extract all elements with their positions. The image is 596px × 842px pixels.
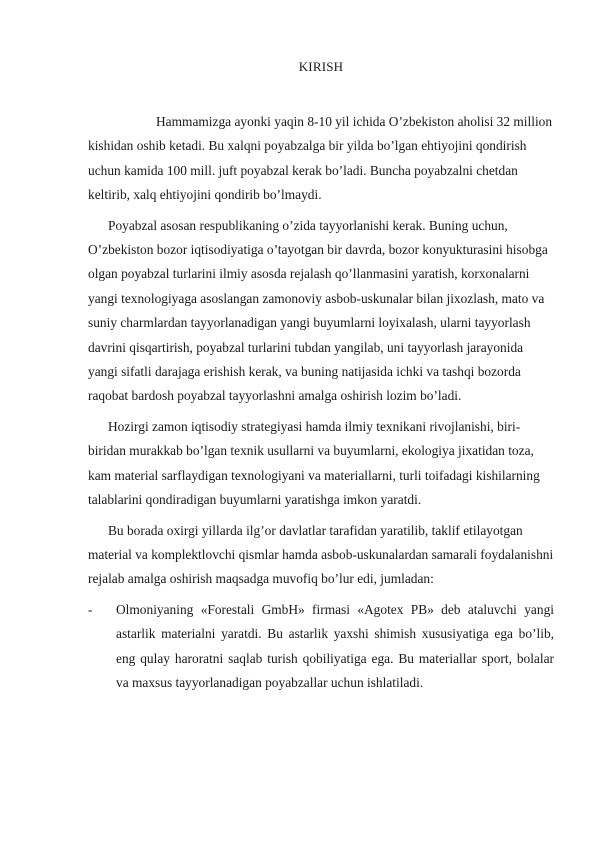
paragraph-production: Poyabzal asosan respublikaning o’zida tayyorlanishi kerak. Buning uchun, O’zbekiston bozor iqtisodiyatiga o’tayotgan bir davrda, bozor konyukturasini hisobga olgan poyabzal turlarini ilmiy asosda rejalash qo’llanmasini yaratish, korxonalarni yangi texnologiyaga asoslangan zamonoviy asbob-uskunalar bilan jixozlash, mato va suniy charmlardan tayyorlanadigan yangi buyumlarni loyixalash, ularni tayyorlash davrini qisqartirish, poyabzal turlarini tubdan yangilab, uni tayyorlash jarayonida yangi sifatli darajaga erishish kerak, va buning natijasida ichki va tashqi bozorda raqobat bardosh poyabzal tayyorlashni amalga oshirish lozim bo’ladi. — [88, 217, 548, 404]
list-item-text: Olmoniyaning «Forestali GmbH» firmasi «Agotex PB» deb ataluvchi yangi astarlik materialni yaratdi. Bu astarlik yaxshi shimish xususiyatiga ega bo’lib, eng qulay haroratni saqlab turish qobiliyatiga ega. Bu materiallar sport, bolalar va maxsus tayyorlanadigan poyabzallar uchun ishlatiladi. — [116, 601, 554, 690]
paragraph-intro: Hammamizga ayonki yaqin 8-10 yil ichida O’zbekiston aholisi 32 million kishidan oshib ketadi. Bu xalqni poyabzalga bir yilda bo’lgan ehtiyojini qondirish uchun kamida 100 mill. juft poyabzal kerak bo’ladi. Buncha poyabzalni chetdan keltirib, xalq ehtiyojini qondirib bo’lmaydi. — [88, 114, 553, 203]
document-page — [88, 58, 554, 695]
paragraph-strategy: Hozirgi zamon iqtisodiy strategiyasi hamda ilmiy texnikani rivojlanishi, biri-biridan murakkab bo’lgan texnik usullarni va buyumlarni, ekologiya jixatidan toza, kam material sarflaydigan texnologiyani va materiallarni, turli toifadagi kishilarning talablarini qondiradigan buyumlarni yaratishga imkon yaratdi. — [88, 418, 540, 508]
list-item — [88, 598, 554, 696]
page-title: KIRISH — [298, 59, 344, 74]
paragraph-materials: Bu borada oxirgi yillarda ilg’or davlatlar tarafidan yaratilib, taklif etilayotgan material va komplektlovchi qismlar hamda asbob-uskunalardan samarali foydalanishni rejalab amalga oshirish maqsadga muvofiq bo’lur edi, jumladan: — [88, 522, 554, 587]
list-bullet: - — [88, 601, 93, 617]
materials-list — [88, 598, 554, 696]
